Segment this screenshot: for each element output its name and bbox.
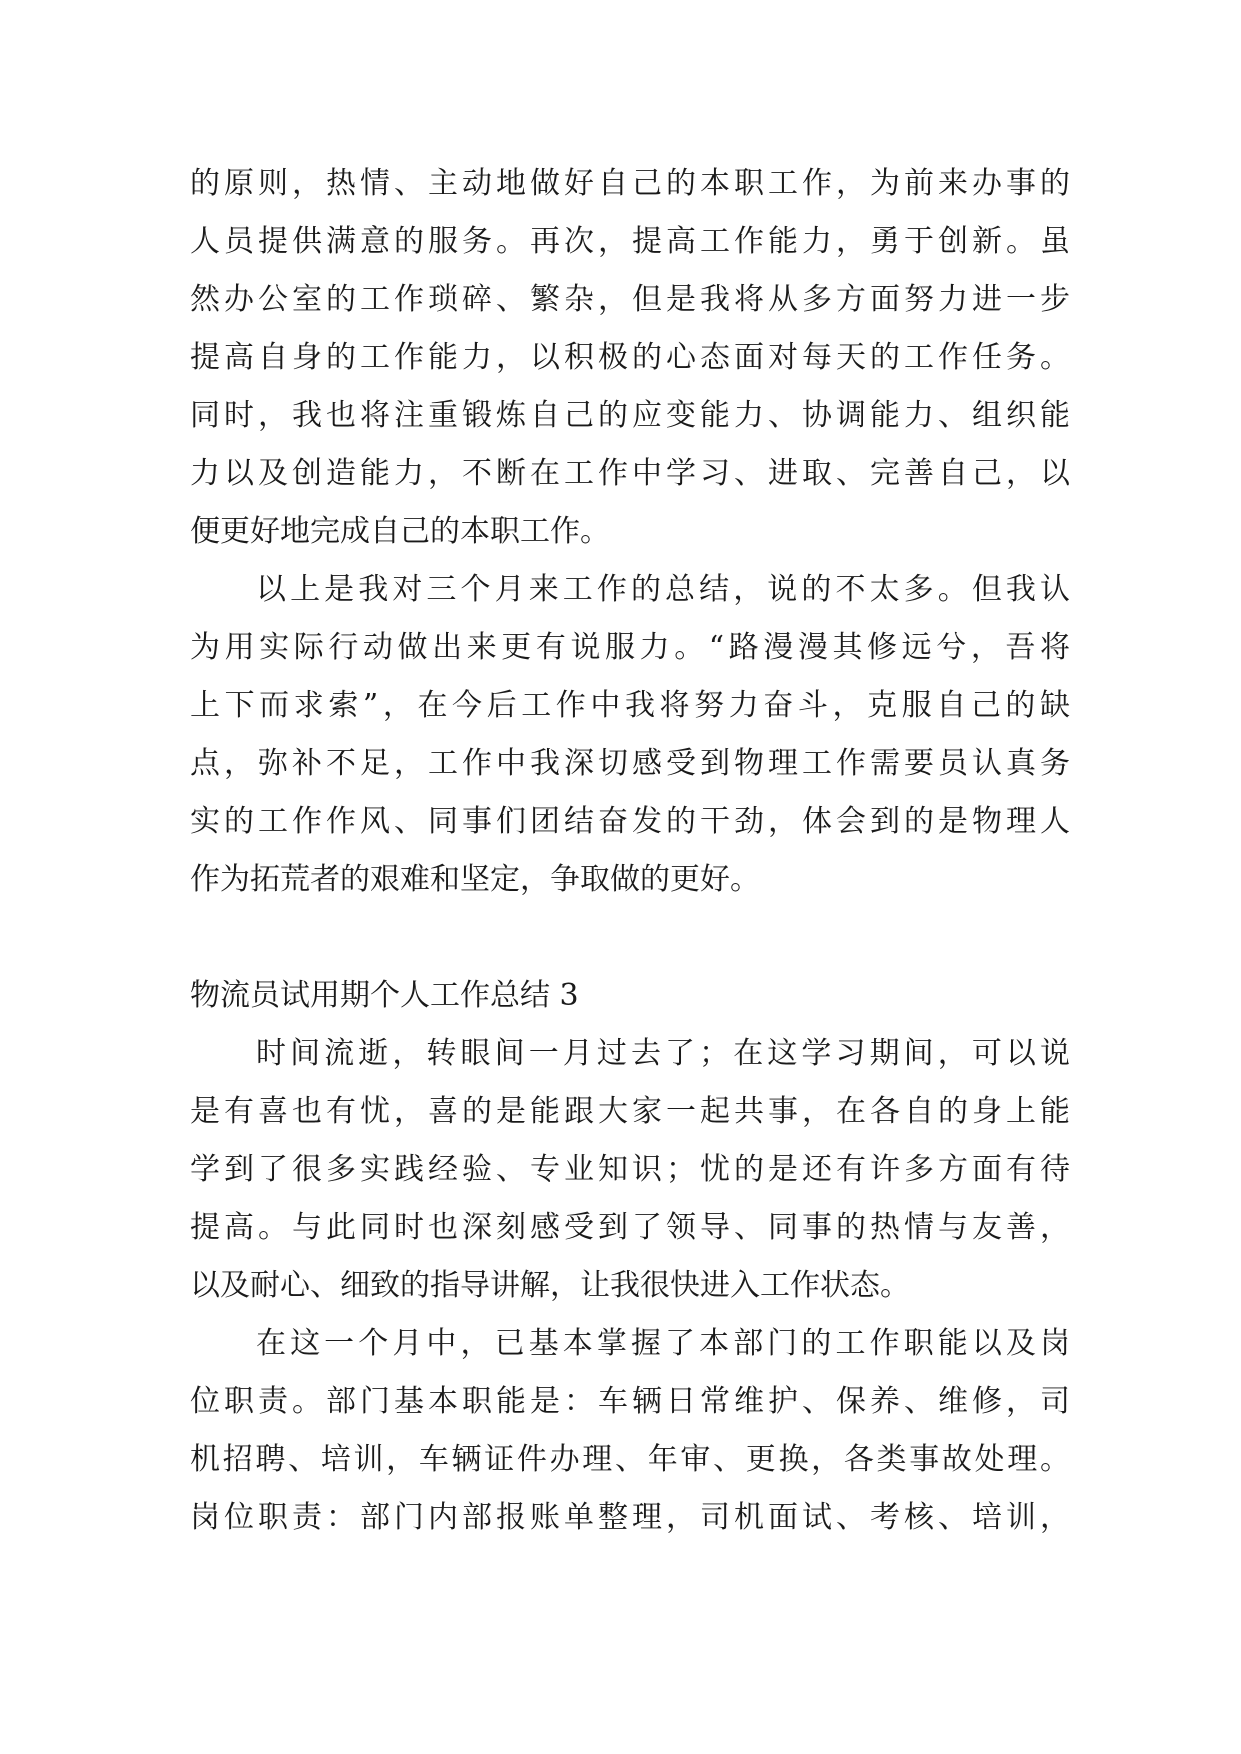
paragraph-summary (190, 561, 1070, 909)
text-line: 点，弥补不足，工作中我深切感受到物理工作需要员认真务 (190, 746, 1070, 781)
text-line: 然办公室的工作琐碎、繁杂，但是我将从多方面努力进一步 (190, 282, 1070, 317)
document-body (190, 155, 1070, 1547)
text-line: 便更好地完成自己的本职工作。 (190, 514, 610, 549)
text-line: 提高。与此同时也深刻感受到了领导、同事的热情与友善， (190, 1210, 1070, 1245)
text-line: 以上是我对三个月来工作的总结，说的不太多。但我认 (256, 572, 1070, 607)
paragraph-first-month (190, 1025, 1070, 1315)
text-line: 力以及创造能力，不断在工作中学习、进取、完善自己，以 (190, 456, 1070, 491)
text-line: 实的工作作风、同事们团结奋发的干劲，体会到的是物理人 (190, 804, 1070, 839)
text-line: 学到了很多实践经验、专业知识；忧的是还有许多方面有待 (190, 1152, 1070, 1187)
text-line: 机招聘、培训，车辆证件办理、年审、更换，各类事故处理。 (190, 1442, 1070, 1477)
section-spacer (190, 909, 1070, 967)
text-line: 是有喜也有忧，喜的是能跟大家一起共事，在各自的身上能 (190, 1094, 1070, 1129)
paragraph-duties (190, 1315, 1070, 1547)
section-heading: 物流员试用期个人工作总结 3 (190, 978, 579, 1013)
text-line: 为用实际行动做出来更有说服力。“路漫漫其修远兮，吾将 (190, 630, 1070, 665)
text-line: 提高自身的工作能力，以积极的心态面对每天的工作任务。 (190, 340, 1070, 375)
text-line: 岗位职责：部门内部报账单整理，司机面试、考核、培训， (190, 1500, 1070, 1535)
text-line: 同时，我也将注重锻炼自己的应变能力、协调能力、组织能 (190, 398, 1070, 433)
text-line: 人员提供满意的服务。再次，提高工作能力，勇于创新。虽 (190, 224, 1070, 259)
text-line: 以及耐心、细致的指导讲解，让我很快进入工作状态。 (190, 1268, 910, 1303)
text-line: 上下而求索”，在今后工作中我将努力奋斗，克服自己的缺 (190, 688, 1070, 723)
text-line: 时间流逝，转眼间一月过去了；在这学习期间，可以说 (256, 1036, 1070, 1071)
text-line: 在这一个月中，已基本掌握了本部门的工作职能以及岗 (256, 1326, 1070, 1361)
text-line: 作为拓荒者的艰难和坚定，争取做的更好。 (190, 862, 760, 897)
text-line: 位职责。部门基本职能是：车辆日常维护、保养、维修，司 (190, 1384, 1070, 1419)
text-line: 的原则，热情、主动地做好自己的本职工作，为前来办事的 (190, 166, 1070, 201)
paragraph-continued (190, 155, 1070, 561)
